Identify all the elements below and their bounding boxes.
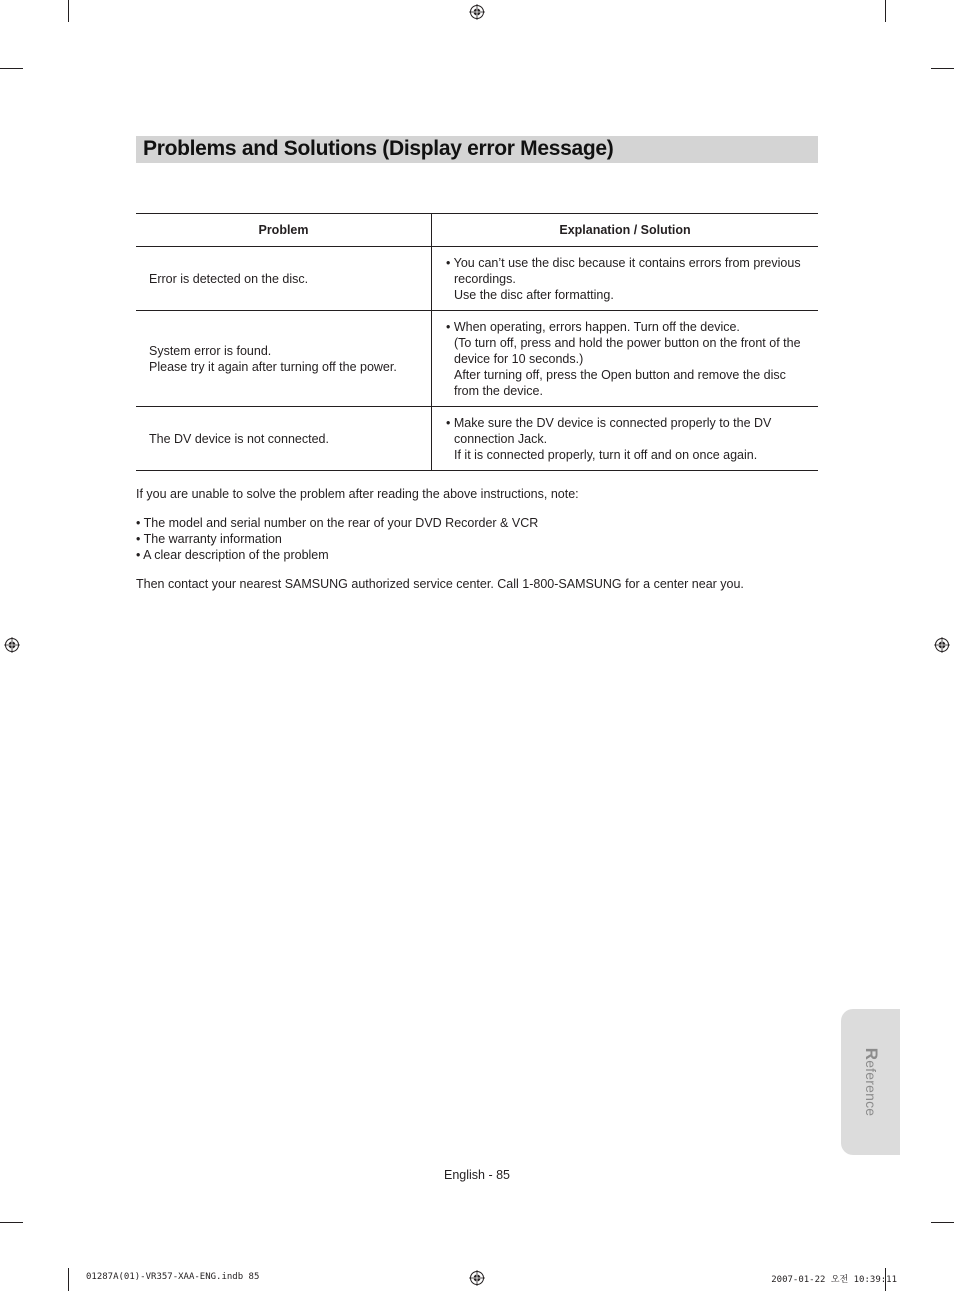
section-tab-reference: [841, 1009, 900, 1155]
table-row: [136, 311, 818, 407]
registration-mark-icon: [469, 1270, 485, 1286]
problem-text: The DV device is not connected.: [149, 431, 329, 446]
print-slug-right: 2007-01-22 오전 10:39:11: [771, 1275, 897, 1285]
crop-mark: [0, 68, 23, 69]
page-title-bar: [136, 136, 818, 163]
solution-cell: [432, 311, 819, 407]
crop-mark: [0, 1222, 23, 1223]
problem-cell: [136, 247, 432, 311]
contact-text: Then contact your nearest SAMSUNG authorized service center. Call 1-800-SAMSUNG for a center near you.: [136, 577, 744, 591]
solution-text: • When operating, errors happen. Turn off the device.: [446, 319, 740, 334]
solution-cell: [432, 407, 819, 471]
solution-text: After turning off, press the Open button and remove the disc from the device.: [454, 367, 786, 398]
crop-mark: [931, 68, 954, 69]
note-list: [136, 515, 538, 563]
table-row: [136, 407, 818, 471]
crop-mark: [68, 1268, 69, 1291]
error-message-table: [136, 213, 818, 471]
solution-text: Use the disc after formatting.: [454, 287, 614, 302]
note-intro: If you are unable to solve the problem after reading the above instructions, note:: [136, 487, 579, 501]
list-item: • The warranty information: [136, 532, 282, 546]
page-number: English - 85: [443, 1168, 510, 1182]
section-tab-label: Reference: [862, 1047, 881, 1117]
solution-cell: [432, 247, 819, 311]
crop-mark: [68, 0, 69, 22]
registration-mark-icon: [469, 4, 485, 20]
solution-text: If it is connected properly, turn it off and on once again.: [454, 447, 758, 462]
problem-text: Error is detected on the disc.: [149, 271, 309, 286]
problem-text: System error is found.: [149, 343, 272, 358]
solution-text: (To turn off, press and hold the power button on the front of the device for 10 seconds.): [454, 335, 801, 366]
list-item: • A clear description of the problem: [136, 548, 329, 562]
crop-mark: [885, 0, 886, 22]
table-header-row: [136, 214, 818, 247]
table-row: [136, 247, 818, 311]
registration-mark-icon: [934, 637, 950, 653]
column-header-solution: Explanation / Solution: [432, 214, 819, 247]
page-title: Problems and Solutions (Display error Message): [143, 137, 614, 160]
print-slug-left: 01287A(01)-VR357-XAA-ENG.indb 85: [86, 1272, 260, 1282]
problem-text: Please try it again after turning off the power.: [149, 359, 397, 374]
problem-cell: [136, 407, 432, 471]
problem-cell: [136, 311, 432, 407]
solution-text: • Make sure the DV device is connected properly to the DV connection Jack.: [446, 415, 772, 446]
list-item: • The model and serial number on the rear of your DVD Recorder & VCR: [136, 516, 539, 530]
crop-mark: [931, 1222, 954, 1223]
solution-text: • You can’t use the disc because it contains errors from previous recordings.: [446, 255, 801, 286]
registration-mark-icon: [4, 637, 20, 653]
column-header-problem: Problem: [136, 214, 432, 247]
